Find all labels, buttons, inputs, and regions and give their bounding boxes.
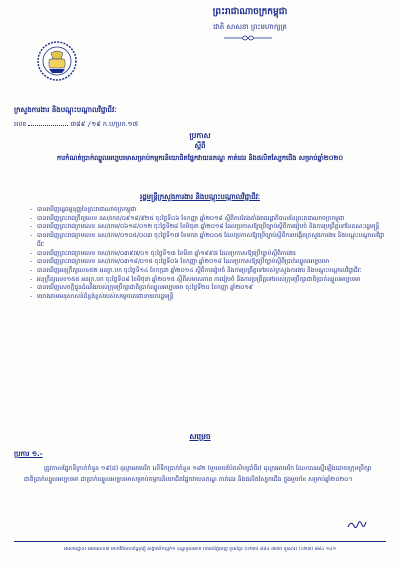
number-code: ក.ប/ប្រក.១៧ (102, 120, 138, 128)
footer-divider (14, 541, 386, 542)
number-label: លេខ (14, 120, 27, 128)
number-value: ៣៨៩ (70, 120, 86, 128)
issuing-ministry: ក្រសួងការងារ និងបណ្តុះបណ្តាលវិជ្ជាជីវៈ (14, 106, 117, 114)
number-suffix: /១៩ (87, 120, 101, 128)
ministry-emblem-icon (36, 40, 78, 82)
decision-heading: សម្រេច (189, 432, 211, 441)
legal-references (30, 206, 385, 302)
reference-item: - បានឃើញព្រះរាជក្រមលេខ នស/រកម/០៦១៨/០១២ ចុះថ្ងៃទី២៨ ខែមិថុនា ឆ្នាំ២០១៨ ដែលប្រកាសឱ្យប្រើច្បាប់ស្តីពីការរៀបចំ និងការប្រព្រឹត្តទៅនៃគណៈរដ្ឋមន្ត្រី (30, 223, 385, 232)
minister-heading: រដ្ឋមន្ត្រីក្រសួងការងារ និងបណ្តុះបណ្តាលវិជ្ជាជីវៈ (140, 193, 260, 201)
reference-item: - បានឃើញអនុក្រឹត្យលេខ៥២ អនក្រ.បក ចុះថ្ងៃទី១៤ ខែកក្កដា ឆ្នាំ២០១៤ ស្តីពីការរៀបចំ និងការប្រព្រឹត្តទៅរបស់ក្រសួងការងារ និងបណ្តុះបណ្តាលវិជ្ជាជីវៈ (30, 267, 385, 276)
article-label: ប្រការ ១.- (14, 450, 43, 458)
document-number (14, 118, 138, 130)
reference-item: - បានឃើញព្រះរាជក្រមលេខ នស/រកម/០១០៥/០០៣ ចុះថ្ងៃទី១៧ ខែមករា ឆ្នាំ២០០៥ ដែលប្រកាសឱ្យប្រើច្បាប់ស្តីពីការបង្កើតក្រសួងការងារ និងបណ្តុះបណ្តាលវិជ្ជាជីវៈ (30, 232, 385, 249)
document-kind: ប្រកាស (189, 131, 211, 140)
document-title: ការកំណត់ប្រាក់ឈ្នួលអប្បបរមាសម្រាប់កម្មករនិយោជិតផ្នែកវាយនភណ្ឌ កាត់ដេរ និងផលិតស្បែកជើង សម្រាប់ឆ្នាំ២០២០ (56, 154, 344, 162)
kingdom-title: ព្រះរាជាណាចក្រកម្ពុជា (212, 7, 288, 17)
article-text: ត្រូវកាលផ្នែកទីក្រាក់ចំនួន ១៩(ផ) ដុល្លារអាមេរិក លើទឹកប្រាក់ចំនួន ១៨២ (មួយរយប៉ែតសិបប្រាំពីរ) ដុល្លារអាមេរិក ដែលបានស្នើឡើងដោយក្រុមប្រឹក្សាជាតិប្រាក់ឈ្នួលអប្បបរមា ជាប្រាក់ឈ្នួលអប្បបរមាសម្រាប់កម្មករនិយោជិតផ្នែកវាយនភណ្ឌ កាត់ដេរ និងផលិតស្បែកជើង ក្នុងមួយខែ សម្រាប់ឆ្នាំ២០២០។ (24, 465, 372, 483)
reference-item: - បានឃើញព្រះរាជក្រឹត្យលេខ នស/រកត/០៩១៨/៩២៥ ចុះថ្ងៃទី០៦ ខែកញ្ញា ឆ្នាំ២០១៨ ស្តីពីការតែងតាំងរាជរដ្ឋាភិបាលនៃព្រះរាជាណាចក្រកម្ពុជា (30, 215, 385, 224)
national-motto: ជាតិ សាសនា ព្រះមហាក្សត្រ (213, 23, 287, 31)
ornament-divider-icon (224, 34, 272, 42)
reference-item: - បានឃើញរដ្ឋធម្មនុញ្ញនៃព្រះរាជាណាចក្រកម្ពុជា (30, 206, 385, 215)
handwritten-initial-icon (346, 518, 368, 532)
reference-item: - យោងតាមអនុសាសន៍ដ៏ខ្ពង់ខ្ពស់របស់សម្តេចតេជោនាយករដ្ឋមន្ត្រី (30, 293, 385, 302)
reference-item: - បានឃើញព្រះរាជក្រមលេខ ចស/រកម/០៣៩៧/០១ ចុះថ្ងៃទី១៣ ខែមីនា ឆ្នាំ១៩៩៧ ដែលប្រកាសឱ្យប្រើច្បាប់ស្តីពីការងារ (30, 250, 385, 259)
subject-label: ស្តីពី (194, 142, 206, 150)
footer-address: អាសយដ្ឋាន៖ អគារលេខ៣ មហាវិថីសហព័ន្ធរុស្ស៊ី សង្កាត់ទឹកល្អក់១ ខណ្ឌទួលគោក រាជធានីភ្នំពេញ ទូរស័ព្ទ៖ (០២៣) ៨៨៤ ៣៧៥ ទូរសារ៖ (០២៣) ៨៨៤ ១៤១ (64, 547, 336, 552)
reference-item: - បានឃើញព្រះរាជក្រមលេខ នស/រកម/០៣១៨/០១៥ ចុះថ្ងៃទី០៦ ខែកញ្ញា ឆ្នាំ២០១៨ ដែលប្រកាសឱ្យប្រើច្បាប់ស្តីពីប្រាក់ឈ្នួលអប្បបរមា (30, 258, 385, 267)
reference-item: - អនុក្រឹត្យលេខ១៥៥ អនក្រ.បក ចុះថ្ងៃទី០៨ ខែមិថុនា ឆ្នាំ២០១៥ ស្តីពីសមាសភាព ការរៀបចំ និងការប្រព្រឹត្តទៅរបស់ក្រុមប្រឹក្សាជាតិប្រាក់ឈ្នួលអប្បបរមា (30, 276, 385, 285)
number-dotted-line (28, 118, 68, 126)
reference-item: - បានឃើញសេចក្តីជូនដំណឹងរបស់ក្រុមប្រឹក្សាជាតិប្រាក់ឈ្នួលអប្បបរមា ចុះថ្ងៃទី២០ ខែកញ្ញា ឆ្នាំ២០១៩ (30, 284, 385, 293)
